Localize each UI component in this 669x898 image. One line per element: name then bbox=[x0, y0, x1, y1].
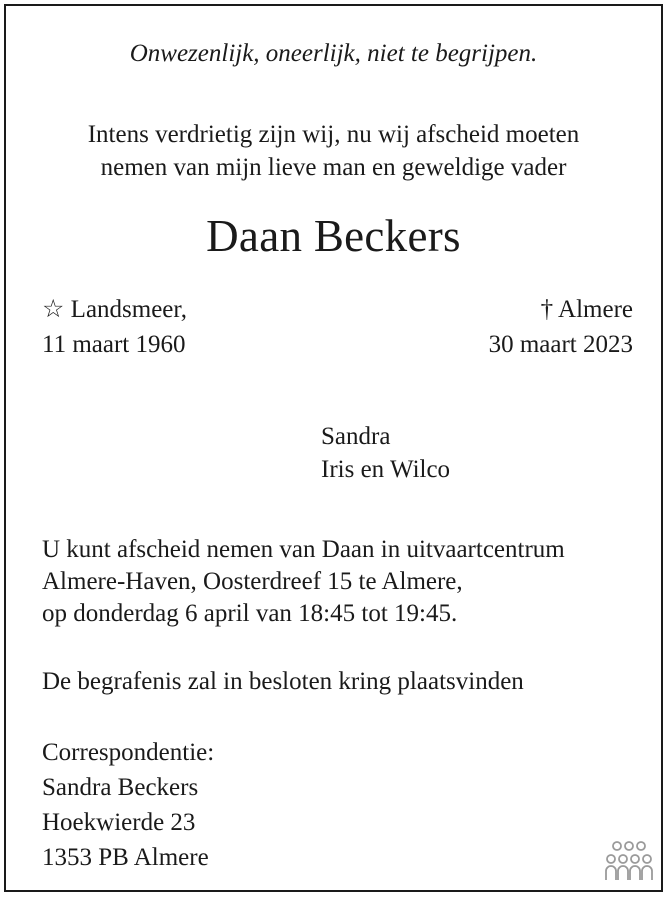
obituary-card bbox=[4, 4, 663, 892]
farewell-info bbox=[42, 534, 565, 630]
correspondence-street: Hoekwierde 23 bbox=[42, 809, 196, 836]
farewell-line: U kunt afscheid nemen van Daan in uitvaartcentrum bbox=[42, 536, 565, 563]
star-icon: ☆ bbox=[42, 296, 65, 323]
correspondence-city: 1353 PB Almere bbox=[42, 844, 209, 871]
family-people-icon bbox=[603, 840, 653, 882]
intro-text bbox=[6, 118, 661, 184]
death-date: 30 maart 2023 bbox=[488, 331, 633, 358]
cross-icon: † bbox=[540, 296, 554, 323]
farewell-line: op donderdag 6 april van 18:45 tot 19:45. bbox=[42, 600, 458, 627]
birth-place: Landsmeer, bbox=[70, 296, 187, 323]
funeral-note: De begrafenis zal in besloten kring plaatsvinden bbox=[42, 668, 524, 695]
farewell-line: Almere-Haven, Oosterdreef 15 te Almere, bbox=[42, 568, 463, 595]
birth-date: 11 maart 1960 bbox=[42, 331, 186, 358]
survivor-name: Sandra bbox=[321, 423, 391, 450]
motto: Onwezenlijk, oneerlijk, niet te begrijpen. bbox=[129, 40, 538, 67]
birth-info bbox=[42, 292, 187, 362]
death-place: Almere bbox=[558, 296, 633, 323]
correspondence-heading: Correspondentie: bbox=[42, 739, 215, 766]
death-info bbox=[489, 292, 633, 362]
deceased-name: Daan Beckers bbox=[206, 211, 461, 261]
survivor-name: Iris en Wilco bbox=[321, 456, 451, 483]
correspondence-address bbox=[42, 735, 214, 875]
intro-line: nemen van mijn lieve man en geweldige vader bbox=[100, 154, 567, 181]
intro-line: Intens verdrietig zijn wij, nu wij afscheid moeten bbox=[87, 121, 580, 148]
survivors bbox=[321, 420, 450, 486]
correspondence-name: Sandra Beckers bbox=[42, 774, 199, 801]
